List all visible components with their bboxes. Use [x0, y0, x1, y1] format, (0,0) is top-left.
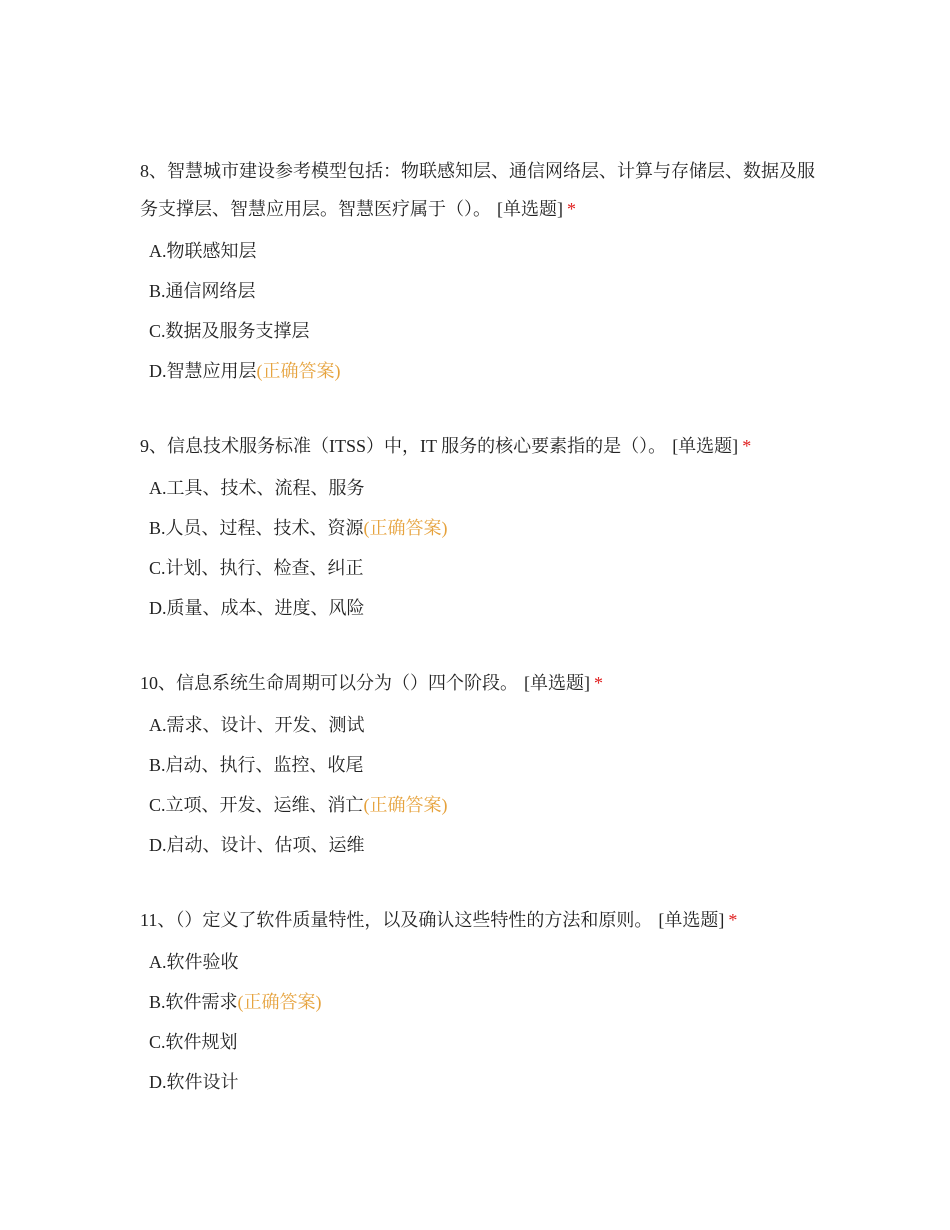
question-text — [140, 901, 820, 939]
option-label: C.立项、开发、运维、消亡 — [149, 795, 364, 815]
question-type: [单选题] — [672, 436, 739, 456]
option-b[interactable] — [140, 982, 820, 1022]
option-d[interactable] — [140, 825, 820, 865]
option-d[interactable] — [140, 351, 820, 391]
correct-answer-tag: (正确答案) — [363, 795, 448, 815]
option-d[interactable] — [140, 588, 820, 628]
option-label: A.需求、设计、开发、测试 — [149, 715, 365, 735]
option-label: A.软件验收 — [149, 952, 239, 972]
option-label: D.智慧应用层 — [149, 361, 257, 381]
option-label: A.工具、技术、流程、服务 — [149, 478, 365, 498]
question-text — [140, 664, 820, 702]
option-label: A.物联感知层 — [149, 241, 257, 261]
question-10 — [140, 664, 820, 865]
question-type: [单选题] — [524, 673, 590, 693]
correct-answer-tag: (正确答案) — [256, 361, 341, 381]
question-list — [140, 152, 820, 1138]
option-label: B.通信网络层 — [149, 281, 256, 301]
question-stem: 11、（）定义了软件质量特性，以及确认这些特性的方法和原则。 — [140, 910, 653, 930]
question-stem: 10、信息系统生命周期可以分为（）四个阶段。 — [140, 673, 518, 693]
option-label: C.计划、执行、检查、纠正 — [149, 558, 364, 578]
question-stem: 8、智慧城市建设参考模型包括：物联感知层、通信网络层、计算与存储层、数据及服务支撑层、智慧应用层。智慧医疗属于（）。 — [140, 161, 815, 219]
option-a[interactable] — [140, 468, 820, 508]
question-type: [单选题] — [658, 910, 725, 930]
correct-answer-tag: (正确答案) — [363, 518, 448, 538]
option-b[interactable] — [140, 271, 820, 311]
option-c[interactable] — [140, 785, 820, 825]
option-label: D.启动、设计、估项、运维 — [149, 835, 365, 855]
question-stem: 9、信息技术服务标准（ITSS）中，IT 服务的核心要素指的是（）。 — [140, 436, 667, 456]
question-9 — [140, 427, 820, 628]
option-label: C.软件规划 — [149, 1032, 238, 1052]
option-a[interactable] — [140, 231, 820, 271]
question-text — [140, 152, 820, 228]
option-label: D.质量、成本、进度、风险 — [149, 598, 365, 618]
option-b[interactable] — [140, 508, 820, 548]
question-text — [140, 427, 820, 465]
option-label: D.软件设计 — [149, 1072, 239, 1092]
required-asterisk: * — [567, 199, 576, 219]
option-d[interactable] — [140, 1062, 820, 1102]
option-a[interactable] — [140, 705, 820, 745]
option-label: B.人员、过程、技术、资源 — [149, 518, 364, 538]
option-label: C.数据及服务支撑层 — [149, 321, 310, 341]
question-11 — [140, 901, 820, 1102]
option-c[interactable] — [140, 1022, 820, 1062]
option-label: B.启动、执行、监控、收尾 — [149, 755, 364, 775]
option-b[interactable] — [140, 745, 820, 785]
question-8 — [140, 152, 820, 391]
correct-answer-tag: (正确答案) — [237, 992, 322, 1012]
required-asterisk: * — [728, 910, 738, 930]
question-type: [单选题] — [497, 199, 563, 219]
option-label: B.软件需求 — [149, 992, 238, 1012]
option-a[interactable] — [140, 942, 820, 982]
required-asterisk: * — [594, 673, 603, 693]
option-c[interactable] — [140, 548, 820, 588]
required-asterisk: * — [742, 436, 752, 456]
option-c[interactable] — [140, 311, 820, 351]
